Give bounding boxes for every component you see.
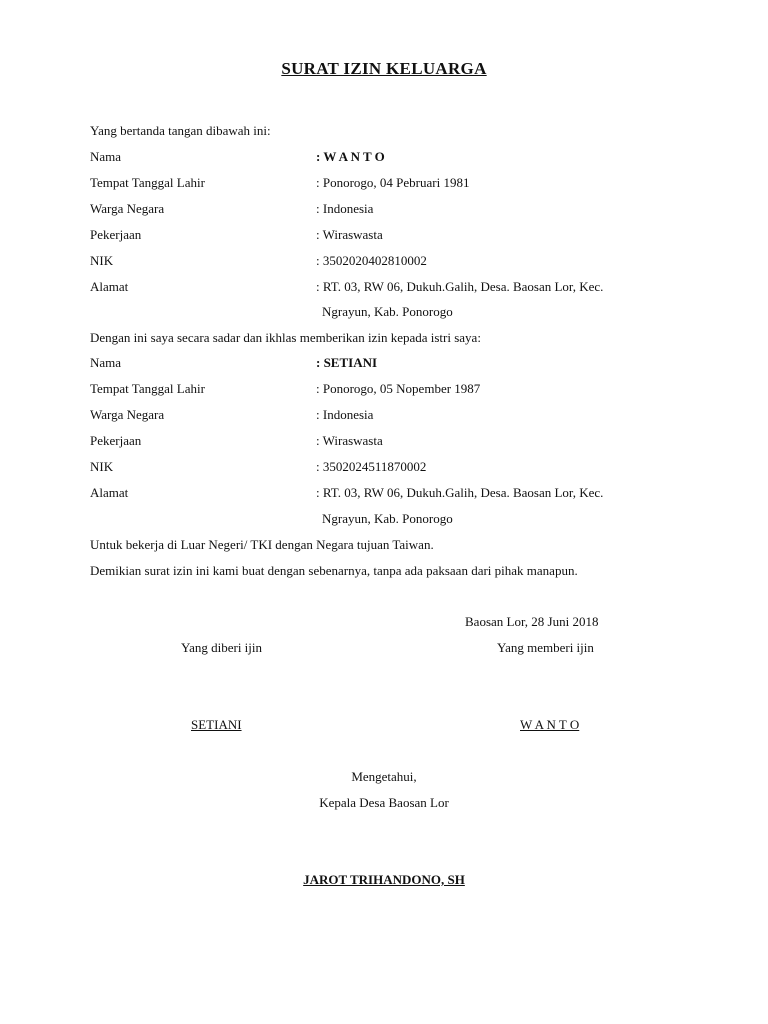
village-head-name: JAROT TRIHANDONO, SH bbox=[303, 872, 465, 887]
person1-citizenship-label: Warga Negara bbox=[90, 201, 165, 216]
person1-birth-label: Tempat Tanggal Lahir bbox=[90, 175, 205, 190]
person2-citizenship-value: : Indonesia bbox=[316, 407, 374, 422]
person1-job-value: : Wiraswasta bbox=[316, 227, 383, 242]
left-signer-name: SETIANI bbox=[191, 717, 242, 732]
person1-name-value: : W A N T O bbox=[316, 149, 385, 164]
person1-job-label: Pekerjaan bbox=[90, 227, 142, 242]
person2-birth-value: : Ponorogo, 05 Nopember 1987 bbox=[316, 381, 481, 396]
document-title: SURAT IZIN KELUARGA bbox=[281, 59, 487, 78]
person2-birth-label: Tempat Tanggal Lahir bbox=[90, 381, 205, 396]
person2-name-label: Nama bbox=[90, 355, 122, 370]
right-signer-name: W A N T O bbox=[520, 717, 580, 732]
right-signer-role: Yang memberi ijin bbox=[497, 640, 594, 655]
place-date: Baosan Lor, 28 Juni 2018 bbox=[465, 614, 599, 629]
statement-text: Dengan ini saya secara sadar dan ikhlas memberikan izin kepada istri saya: bbox=[90, 330, 481, 345]
person1-name-label: Nama bbox=[90, 149, 122, 164]
acknowledge-label: Mengetahui, bbox=[351, 769, 417, 784]
purpose-text: Untuk bekerja di Luar Negeri/ TKI dengan Negara tujuan Taiwan. bbox=[90, 537, 434, 552]
left-signer-role: Yang diberi ijin bbox=[181, 640, 263, 655]
person1-address-value: : RT. 03, RW 06, Dukuh.Galih, Desa. Baosan Lor, Kec. bbox=[316, 279, 604, 294]
person1-nik-value: : 3502020402810002 bbox=[316, 253, 427, 268]
person2-job-value: : Wiraswasta bbox=[316, 433, 383, 448]
closing-text: Demikian surat izin ini kami buat dengan sebenarnya, tanpa ada paksaan dari pihak manapun. bbox=[90, 563, 578, 578]
person2-citizenship-label: Warga Negara bbox=[90, 407, 165, 422]
person1-birth-value: : Ponorogo, 04 Pebruari 1981 bbox=[316, 175, 470, 190]
person2-address-continued: Ngrayun, Kab. Ponorogo bbox=[322, 511, 453, 526]
person2-address-value: : RT. 03, RW 06, Dukuh.Galih, Desa. Baosan Lor, Kec. bbox=[316, 485, 604, 500]
village-head-position: Kepala Desa Baosan Lor bbox=[319, 795, 449, 810]
intro-text: Yang bertanda tangan dibawah ini: bbox=[90, 123, 271, 138]
person2-name-value: : SETIANI bbox=[316, 355, 378, 370]
person1-address-label: Alamat bbox=[90, 279, 129, 294]
person2-address-label: Alamat bbox=[90, 485, 129, 500]
person2-nik-label: NIK bbox=[90, 459, 114, 474]
person1-address-continued: Ngrayun, Kab. Ponorogo bbox=[322, 304, 453, 319]
person2-nik-value: : 3502024511870002 bbox=[316, 459, 427, 474]
person1-citizenship-value: : Indonesia bbox=[316, 201, 374, 216]
person2-job-label: Pekerjaan bbox=[90, 433, 142, 448]
person1-nik-label: NIK bbox=[90, 253, 114, 268]
